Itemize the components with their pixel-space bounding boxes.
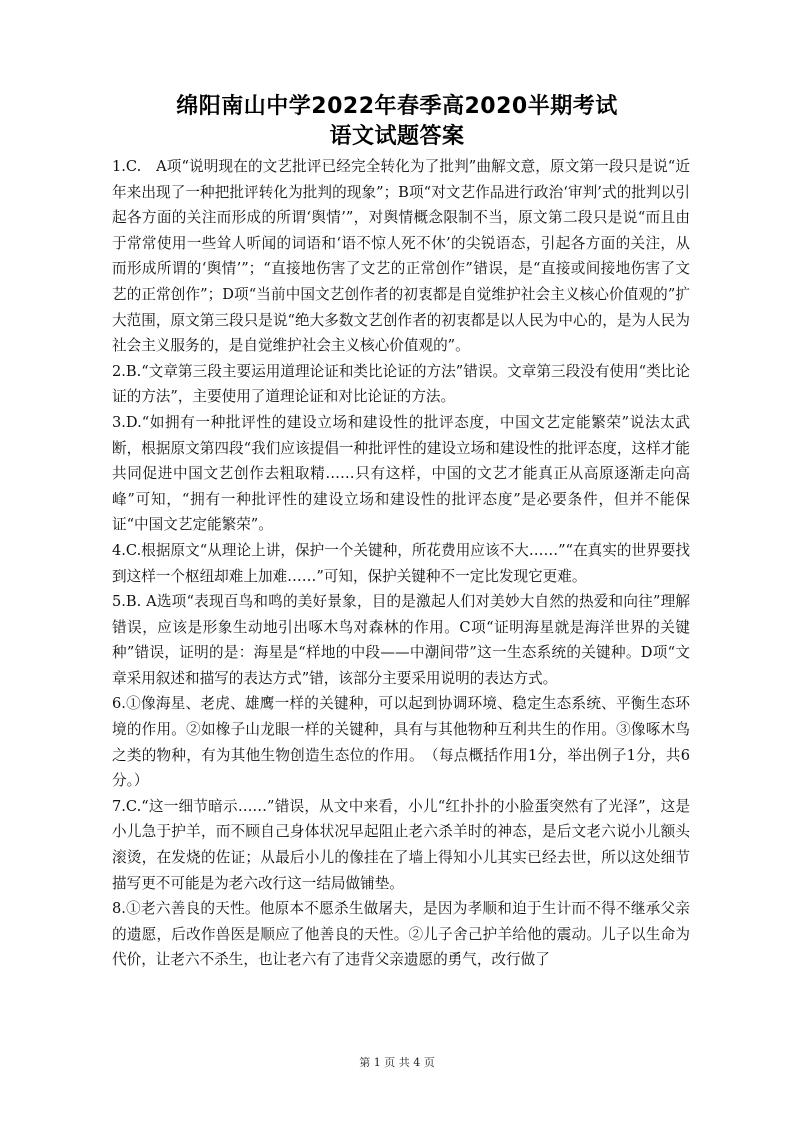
exam-title: 绵阳南山中学2022年春季高2020半期考试: [176, 94, 618, 119]
exam-subtitle: 语文试题答案: [329, 124, 465, 149]
answer-item-7: 7.C.“这一细节暗示……”错误，从文中来看，小儿“红扑扑的小脸蛋突然有了光泽”，这是小儿急于护羊，而不顾自己身体状况早起阻止老六杀羊时的神态，是后文老六说小儿额头滚烫，在发烧的佐证；从最后小儿的像挂在了墙上得知小儿其实已经去世，所以这处细节描写更不可能是为老六改行这一结局做铺垫。: [112, 797, 690, 892]
answer-item-5: 5.B. A选项“表现百鸟和鸣的美好景象，目的是激起人们对美妙大自然的热爱和向往”理解错误，应该是形象生动地引出啄木鸟对森林的作用。C项“证明海星就是海洋世界的关键种”错误，证明的是：海星是“样地的中段——中潮间带”这一生态系统的关键种。D项“文章采用叙述和描写的表达方式”错，该部分主要采用说明的表达方式。: [112, 593, 690, 687]
page-number: 第 1 页 共 4 页: [359, 1056, 435, 1069]
answer-item-1: 1.C. A项“说明现在的文艺批评已经完全转化为了批判”曲解文意，原文第一段只是说“近年来出现了一种把批评转化为批判的现象”；B项“对文艺作品进行政治‘审判’式的批判以引起各方面的关注而形成的所谓‘舆情’”，对舆情概念限制不当，原文第二段只是说“而且由于常常使用一些耸人听闻的词语和‘语不惊人死不休’的尖锐语态，引起各方面的关注，从而形成所谓的‘舆情’”；“直接地伤害了文艺的正常创作”错误，是“直接或间接地伤害了文艺的正常创作”；D项“当前中国文艺创作者的初衷都是自觉维护社会主义核心价值观的”扩大范围，原文第三段只是说“绝大多数文艺创作者的初衷都是以人民为中心的，是为人民为社会主义服务的，是自觉维护社会主义核心价值观的”。: [112, 158, 690, 355]
document-header: [0, 92, 794, 152]
answer-item-2: 2.B.“文章第三段主要运用道理论证和类比论证的方法”错误。文章第三段没有使用“类比论证的方法”，主要使用了道理论证和对比论证的方法。: [112, 362, 690, 406]
answer-list: [112, 154, 690, 973]
answer-item-3: 3.D.“如拥有一种批评性的建设立场和建设性的批评态度，中国文艺定能繁荣”说法太武断，根据原文第四段“我们应该提倡一种批评性的建设立场和建设性的批评态度，这样才能共同促进中国文艺创作去粗取精……只有这样，中国的文艺才能真正从高原逐渐走向高峰”可知，“拥有一种批评性的建设立场和建设性的批评态度”是必要条件，但并不能保证“中国文艺定能繁荣”。: [112, 413, 690, 534]
answer-item-6: 6.①像海星、老虎、雄鹰一样的关键种，可以起到协调环境、稳定生态系统、平衡生态环境的作用。②如橡子山龙眼一样的关键种，具有与其他物种互利共生的作用。③像啄木鸟之类的物种，有为其他生物创造生态位的作用。 （每点概括作用1分，举出例子1分，共6分。）: [112, 695, 690, 790]
answer-item-4: 4.C.根据原文“从理论上讲，保护一个关键种，所花费用应该不大……”“在真实的世界要找到这样一个枢纽却难上加难……”可知，保护关键种不一定比发现它更难。: [112, 541, 690, 585]
answer-item-8: 8.①老六善良的天性。他原本不愿杀生做屠夫，是因为孝顺和迫于生计而不得不继承父亲的遗愿，后改作兽医是顺应了他善良的天性。②儿子舍己护羊给他的震动。儿子以生命为代价，让老六不杀生，也让老六有了违背父亲遗愿的勇气，改行做了: [112, 900, 690, 969]
